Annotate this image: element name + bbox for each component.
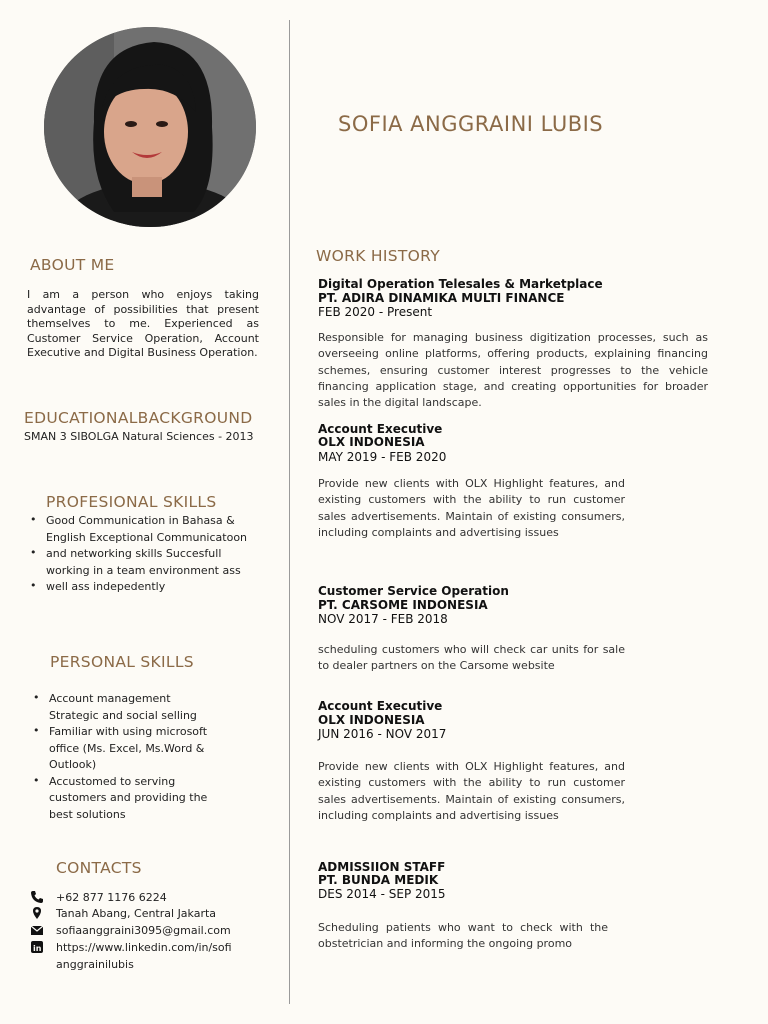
svg-text:in: in (33, 944, 42, 953)
job-company: PT. BUNDA MEDIK (318, 873, 439, 887)
list-item: • Familiar with using microsoft office (Ms. Excel, Ms.Word & Outlook) (33, 724, 208, 771)
about-text: I am a person who enjoys taking advantage of possibilities that present themselves to me. Experienced as Customer Service Operation, Account Executive and Digital Business Operation. (27, 288, 259, 360)
full-name: SOFIA ANGGRAINI LUBIS (338, 112, 604, 136)
job-date: NOV 2017 - FEB 2018 (318, 612, 448, 626)
job-title: Digital Operation Telesales & Marketplace (318, 277, 603, 291)
education-title: EDUCATIONALBACKGROUND (24, 409, 253, 427)
phone-icon (30, 890, 44, 904)
list-item: • and networking skills Succesfull working in a team environment ass (30, 546, 241, 577)
job-title: Account Executive (318, 699, 443, 713)
list-item: • Good Communication in Bahasa & English Exceptional Communicatoon (30, 513, 248, 544)
contacts-title: CONTACTS (56, 859, 142, 877)
job-description: Responsible for managing business digitization processes, such as overseeing online platforms, offering products, explaining financing schemes, ensuring customer interest progresses to the vehicle financing application stage, and creating opportunities for broader sales in the digital landscape. (318, 331, 708, 410)
job-company: PT. CARSOME INDONESIA (318, 598, 488, 612)
location-pin-icon (30, 906, 44, 920)
linkedin-icon (30, 940, 44, 954)
column-divider (289, 20, 290, 1004)
mail-icon (30, 923, 44, 937)
job-company: OLX INDONESIA (318, 713, 425, 727)
job-title: ADMISSIION STAFF (318, 860, 446, 874)
profile-photo (44, 27, 256, 227)
job-date: DES 2014 - SEP 2015 (318, 887, 446, 901)
job-description: Scheduling patients who want to check with the obstetrician and informing the ongoing promo (318, 921, 608, 951)
professional-skills-title: PROFESIONAL SKILLS (46, 493, 217, 511)
job-date: JUN 2016 - NOV 2017 (318, 727, 447, 741)
job-company: PT. ADIRA DINAMIKA MULTI FINANCE (318, 291, 565, 305)
job-date: FEB 2020 - Present (318, 305, 433, 319)
list-item: • Accustomed to serving customers and providing the best solutions (33, 773, 208, 821)
list-item: • Account management Strategic and social selling (33, 691, 197, 722)
education-text: SMAN 3 SIBOLGA Natural Sciences - 2013 (24, 430, 254, 443)
job-company: OLX INDONESIA (318, 435, 425, 449)
job-description: Provide new clients with OLX Highlight features, and existing customers with the ability to run customer sales advertisements. Maintain of existing consumers, including complaints and advertising issues (318, 760, 625, 822)
job-title: Account Executive (318, 422, 443, 436)
job-title: Customer Service Operation (318, 584, 509, 598)
personal-skills-title: PERSONAL SKILLS (50, 653, 194, 671)
about-title: ABOUT ME (30, 256, 115, 274)
job-description: scheduling customers who will check car units for sale to dealer partners on the Carsome website (318, 643, 625, 673)
job-date: MAY 2019 - FEB 2020 (318, 450, 447, 464)
personal-skills-list (33, 691, 219, 823)
professional-skills-list (30, 513, 258, 596)
list-item: • well ass indepedently (30, 579, 166, 593)
work-history-title: WORK HISTORY (316, 247, 440, 265)
job-description: Provide new clients with OLX Highlight features, and existing customers with the ability to run customer sales advertisements. Maintain of existing consumers, including complaints and advertising issues (318, 477, 625, 539)
